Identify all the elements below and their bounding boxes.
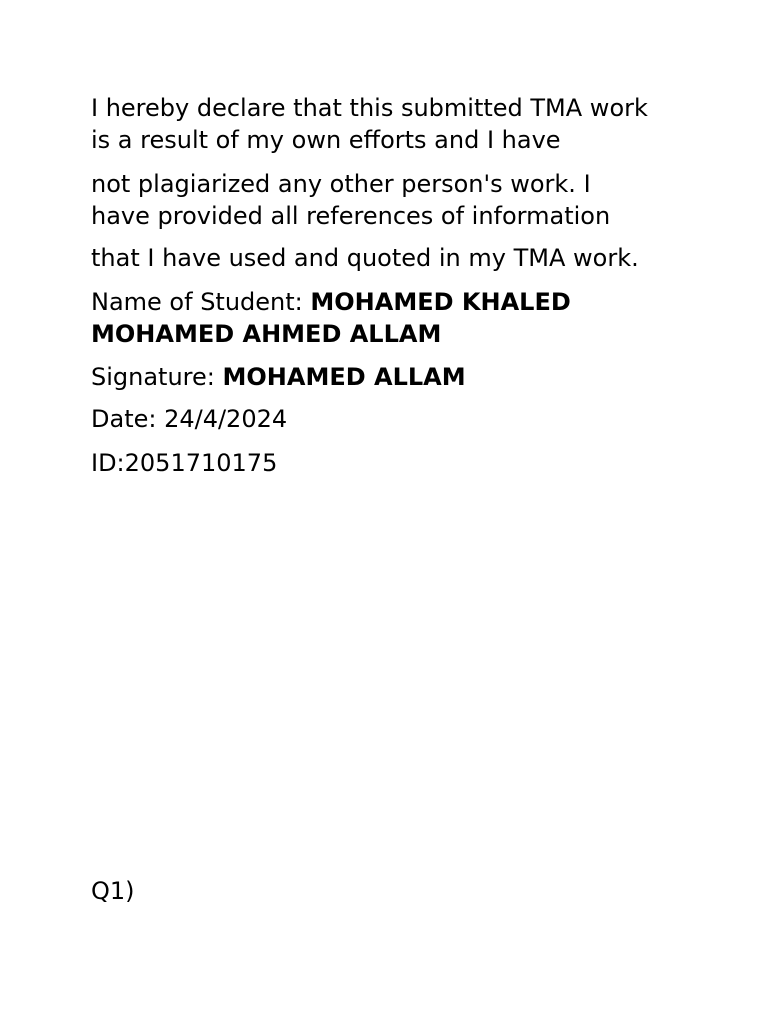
question-label: Q1): [91, 877, 135, 905]
student-name-paragraph: [91, 286, 691, 350]
declaration-line-5: that I have used and quoted in my TMA work.: [91, 244, 639, 272]
declaration-line-3: not plagiarized any other person's work. I: [91, 170, 591, 198]
declaration-line-2: is a result of my own efforts and I have: [91, 126, 561, 154]
question-heading: [91, 875, 691, 907]
declaration-line-1: I hereby declare that this submitted TMA work: [91, 94, 648, 122]
declaration-paragraph-1: [91, 92, 691, 156]
student-name-label: Name of Student:: [91, 288, 311, 316]
declaration-paragraph-2: [91, 168, 691, 232]
signature-label: Signature:: [91, 363, 223, 391]
date-text: Date: 24/4/2024: [91, 405, 288, 433]
student-name-line-1: MOHAMED KHALED: [310, 288, 571, 316]
student-id-text: ID:2051710175: [91, 449, 278, 477]
declaration-line-4: have provided all references of information: [91, 202, 611, 230]
signature-value: MOHAMED ALLAM: [222, 363, 466, 391]
id-paragraph: [91, 447, 691, 479]
date-paragraph: [91, 403, 691, 435]
student-name-line-2: MOHAMED AHMED ALLAM: [91, 320, 442, 348]
signature-paragraph: [91, 361, 691, 393]
declaration-paragraph-3: [91, 242, 691, 274]
